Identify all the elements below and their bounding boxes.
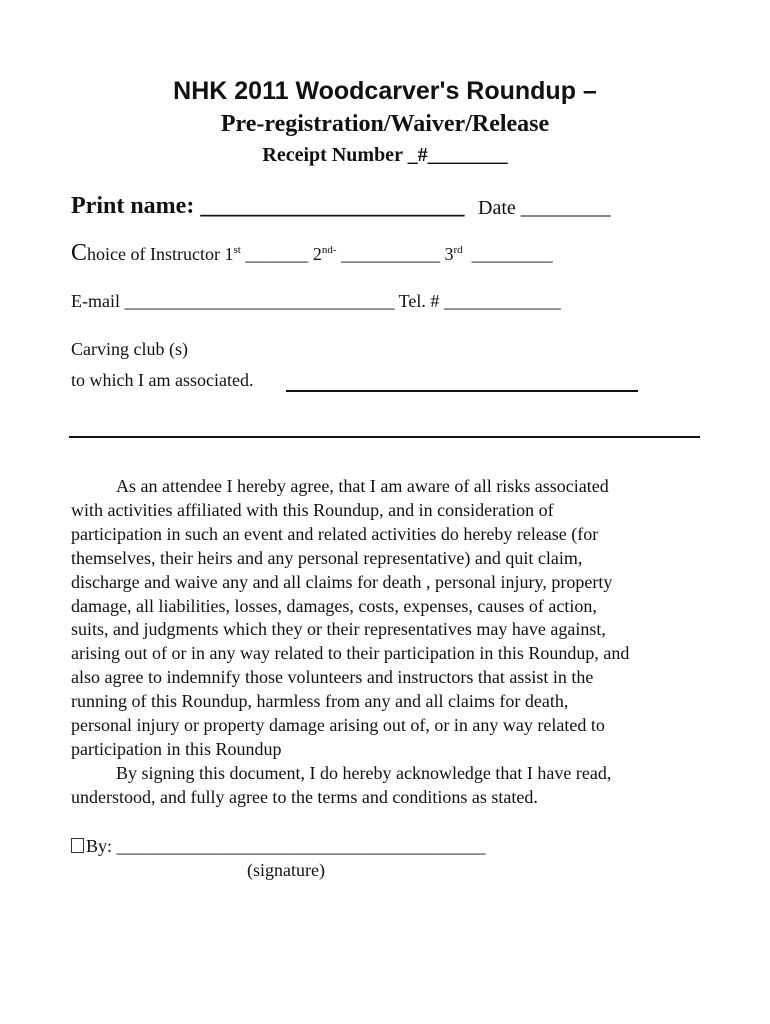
instructor-blank-2: ___________ 3 [336,244,454,264]
ordinal-third: rd [453,244,463,256]
waiver-line: discharge and waive any and all claims for death , personal injury, property [71,571,613,592]
print-name-label: Print name: [71,193,195,219]
waiver-line: running of this Roundup, harmless from any and all claims for death, [71,691,569,712]
date-blank: _________ [520,197,611,219]
waiver-line: As an attendee I hereby agree, that I am aware of all risks associated [116,476,609,496]
carving-club-label: Carving club (s) [71,339,188,359]
waiver-line: By signing this document, I do hereby acknowledge that I have read, [116,762,612,783]
waiver-line: participation in this Roundup [71,738,282,759]
date-label: Date [478,197,516,219]
section-divider [69,436,700,438]
waiver-line: themselves, their heirs and any personal representative) and quit claim, [71,547,583,568]
instructor-initial: C [71,240,88,266]
instructor-choice-field [71,240,553,267]
print-name-field [71,193,464,220]
waiver-line: suits, and judgments which they or their representatives may have against, [71,619,606,640]
receipt-number: Receipt Number _#________ [262,144,508,166]
ordinal-first: st [233,244,241,256]
date-field [478,197,611,220]
signature-caption: (signature) [247,860,325,880]
waiver-line: participation in such an event and related activities do hereby release (for [71,523,599,544]
carving-club-underline [286,390,638,392]
waiver-line: personal injury or property damage arising out of, or in any way related to [71,715,605,736]
waiver-line: understood, and fully agree to the terms and conditions as stated. [71,786,538,807]
carving-club-label-2: to which I am associated. [71,370,254,390]
waiver-line: damage, all liabilities, losses, damages, costs, expenses, causes of action, [71,595,597,616]
signature-by-label: By: _________________________________________ [86,836,486,856]
waiver-line: arising out of or in any way related to their participation in this Roundup, and [71,643,630,664]
checkbox-icon [71,838,84,853]
form-subtitle: Pre-registration/Waiver/Release [220,111,550,137]
waiver-line: with activities affiliated with this Roundup, and in consideration of [71,499,554,520]
instructor-blank-1: _______ 2 [240,244,322,264]
waiver-line: also agree to indemnify those volunteers and instructors that assist in the [71,667,594,688]
ordinal-second: nd- [321,244,337,256]
email-tel-field: E-mail ______________________________ Tel. # _____________ [71,291,561,311]
waiver-text [71,475,711,810]
form-title: NHK 2011 Woodcarver's Roundup – [173,77,597,105]
instructor-label: hoice of Instructor 1 [87,244,234,264]
instructor-blank-3: _________ [462,244,553,264]
waiver-paragraph-2 [71,762,711,810]
waiver-paragraph-1 [71,475,711,762]
print-name-blank: ______________________ [200,193,465,219]
signature-field [71,836,486,857]
